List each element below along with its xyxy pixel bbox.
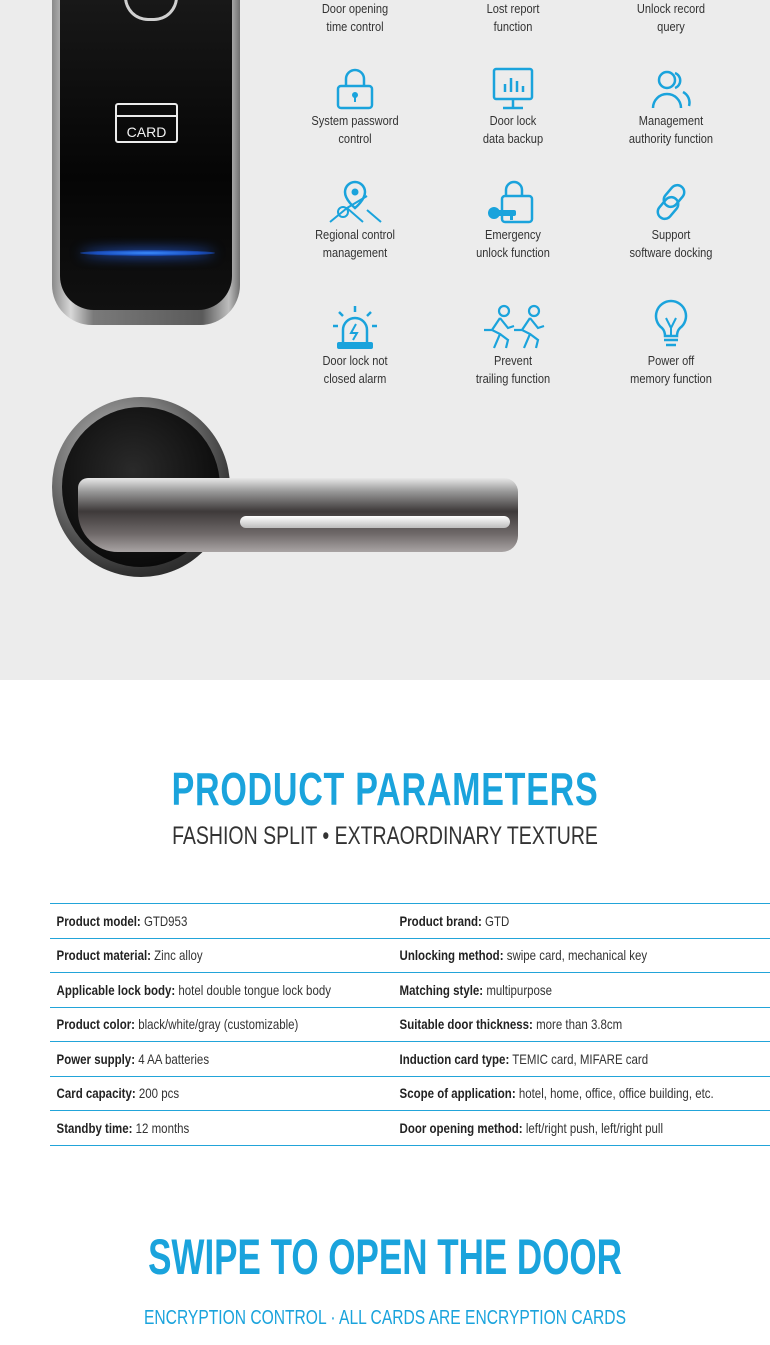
swipe-title: SWIPE TO OPEN THE DOOR — [148, 1229, 622, 1285]
param-value: 200 pcs — [138, 1085, 180, 1102]
monitor-chart-icon — [491, 66, 535, 112]
feature-label-line: Power off — [647, 353, 695, 368]
key-lock-icon — [488, 178, 538, 226]
param-value: Zinc alloy — [154, 947, 203, 964]
running-people-icon — [478, 304, 548, 352]
table-row — [50, 1111, 770, 1146]
param-label: Product color: — [56, 1016, 136, 1033]
param-label: Unlocking method: — [399, 947, 504, 964]
card-label: CARD — [126, 124, 167, 140]
alarm-light-icon — [331, 304, 379, 352]
feature-item — [280, 304, 430, 388]
feature-label-line: closed alarm — [323, 371, 387, 386]
param-label: Applicable lock body: — [56, 981, 176, 998]
feature-item — [438, 66, 588, 148]
param-label: Suitable door thickness: — [399, 1016, 533, 1033]
feature-item — [280, 178, 430, 262]
param-value: swipe card, mechanical key — [506, 947, 647, 964]
led-indicator — [80, 250, 215, 256]
feature-label-line: time control — [326, 19, 384, 34]
feature-label-line: memory function — [630, 371, 712, 386]
feature-label-line: unlock function — [476, 245, 550, 260]
swipe-subtitle: ENCRYPTION CONTROL · ALL CARDS ARE ENCRYPTION CARDS — [144, 1307, 626, 1329]
params-subtitle: FASHION SPLIT • EXTRAORDINARY TEXTURE — [172, 822, 598, 850]
param-value: left/right push, left/right pull — [525, 1119, 663, 1136]
feature-label-line: authority function — [628, 131, 714, 146]
param-label: Product model: — [56, 912, 141, 929]
feature-item — [438, 0, 588, 36]
params-title: PRODUCT PARAMETERS — [171, 763, 599, 815]
param-label: Product material: — [56, 947, 151, 964]
users-icon — [649, 66, 693, 112]
param-value: 12 months — [135, 1119, 190, 1136]
feature-label-line: Lost report — [486, 1, 540, 16]
feature-item — [280, 0, 430, 36]
param-value: 4 AA batteries — [138, 1050, 210, 1067]
feature-item — [596, 298, 746, 388]
feature-item — [438, 304, 588, 388]
feature-label-line: query — [657, 19, 685, 34]
param-label: Induction card type: — [399, 1050, 509, 1067]
table-row — [50, 973, 770, 1008]
param-label: Product brand: — [399, 912, 482, 929]
lightbulb-icon — [651, 298, 691, 352]
padlock-icon — [333, 66, 377, 112]
table-row — [50, 1076, 770, 1111]
lock-face-image — [60, 0, 232, 310]
feature-label-line: Regional control — [315, 227, 395, 242]
param-value: GTD — [484, 912, 509, 929]
feature-label-line: control — [338, 131, 372, 146]
feature-item — [438, 178, 588, 262]
table-row — [50, 1042, 770, 1077]
feature-item — [596, 0, 746, 36]
feature-label-line: trailing function — [475, 371, 551, 386]
feature-item — [280, 66, 430, 148]
feature-label-line: Door opening — [321, 1, 389, 16]
param-value: black/white/gray (customizable) — [138, 1016, 299, 1033]
feature-label-line: System password — [311, 113, 399, 128]
param-label: Card capacity: — [56, 1085, 136, 1102]
link-icon — [649, 178, 693, 226]
param-value: hotel double tongue lock body — [178, 981, 331, 998]
feature-label-line: Door lock not — [322, 353, 388, 368]
param-label: Power supply: — [56, 1050, 136, 1067]
params-table — [50, 903, 770, 1146]
feature-label-line: function — [493, 19, 533, 34]
table-row — [50, 1007, 770, 1042]
feature-label-line: Door lock — [489, 113, 537, 128]
feature-label-line: Support — [651, 227, 691, 242]
feature-item — [596, 178, 746, 262]
map-pin-icon — [327, 178, 383, 226]
param-label: Door opening method: — [399, 1119, 523, 1136]
feature-label-line: Emergency — [485, 227, 541, 242]
feature-label-line: data backup — [482, 131, 544, 146]
param-label: Matching style: — [399, 981, 483, 998]
table-row — [50, 938, 770, 973]
feature-label-line: management — [322, 245, 388, 260]
param-value: more than 3.8cm — [535, 1016, 622, 1033]
feature-label-line: Prevent — [493, 353, 533, 368]
param-value: hotel, home, office, office building, etc. — [518, 1085, 714, 1102]
feature-grid — [290, 0, 770, 410]
handle-stripe — [240, 516, 510, 528]
lever-handle-image — [78, 478, 518, 552]
param-label: Scope of application: — [399, 1085, 516, 1102]
param-value: multipurpose — [485, 981, 552, 998]
feature-item — [596, 66, 746, 148]
feature-label-line: Unlock record — [636, 1, 706, 16]
param-value: TEMIC card, MIFARE card — [511, 1050, 648, 1067]
feature-label-line: Management — [638, 113, 704, 128]
feature-label-line: software docking — [629, 245, 713, 260]
param-label: Standby time: — [56, 1119, 133, 1136]
param-value: GTD953 — [143, 912, 188, 929]
table-row — [50, 904, 770, 939]
